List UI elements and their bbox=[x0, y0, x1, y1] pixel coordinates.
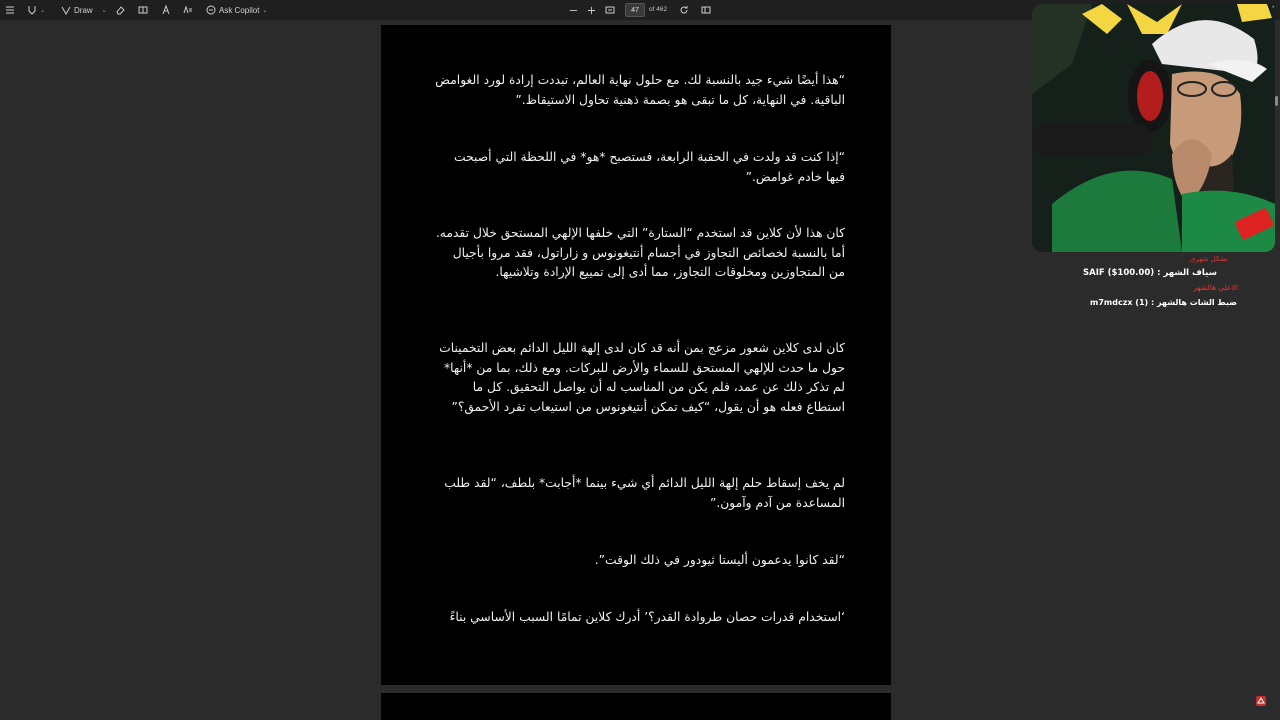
contents-button[interactable] bbox=[5, 3, 15, 17]
top-supporter-text: سياف الشهر : SAIF ($100.00) bbox=[1083, 268, 1217, 278]
chevron-down-icon: ⌄ bbox=[262, 7, 268, 14]
read-aloud-icon bbox=[183, 5, 193, 15]
copilot-icon bbox=[206, 5, 216, 15]
draw-button[interactable] bbox=[61, 3, 107, 17]
page-number-input[interactable] bbox=[625, 3, 645, 17]
overlay-text: بشكل شهري bbox=[1189, 255, 1228, 263]
webcam-overlay bbox=[1032, 4, 1275, 252]
draw-icon bbox=[61, 5, 71, 15]
paragraph: كان هذا لأن كلاين قد استخدم “الستارة” التي خلفها الإلهي المستحق خلال تقدمه. أما بالنسبة لخصائص التجاوز في أجسام أنتيغونوس و زاراتول، فقد مروا بأجيال من المتجاوزين ومخلوقات التجاوز، مما أدى إلى تمييع الإرادة وتلاشيها. bbox=[435, 226, 845, 279]
text-format-icon bbox=[161, 5, 171, 15]
fit-page-icon bbox=[605, 5, 615, 15]
read-aloud-button[interactable] bbox=[183, 3, 193, 17]
chat-monthly-text: ضبط الشات هالشهر : m7mdczx (1) bbox=[1090, 298, 1237, 307]
draw-label: Draw bbox=[74, 5, 93, 15]
page-total: of 462 bbox=[649, 6, 668, 13]
text-format-button[interactable] bbox=[161, 3, 171, 17]
zoom-in-icon bbox=[587, 6, 596, 15]
page-view-button[interactable] bbox=[701, 3, 711, 17]
next-document-page bbox=[381, 693, 891, 720]
paragraph: “لقد كانوا يدعمون أليستا ثيودور في ذلك الوقت”. bbox=[594, 553, 845, 567]
paragraph: “هذا أيضًا شيء جيد بالنسبة لك. مع حلول نهاية العالم، تبددت إرادة لورد الغوامض الباقية. في النهاية، كل ما تبقى هو بصمة ذهنية تحاول الاستيقاظ.” bbox=[435, 73, 845, 107]
paragraph: “إذا كنت قد ولدت في الحقبة الرابعة، فستصبح *هو* في اللحظة التي أصبحت فيها خادم غوامض.” bbox=[454, 150, 845, 184]
fit-page-button[interactable] bbox=[605, 3, 615, 17]
rotate-button[interactable] bbox=[679, 3, 689, 17]
list-icon bbox=[5, 5, 15, 15]
zoom-out-icon bbox=[569, 6, 578, 15]
zoom-out-button[interactable] bbox=[569, 3, 578, 17]
document-page bbox=[381, 25, 891, 685]
paragraph: لم يخف إسقاط حلم إلهة الليل الدائم أي شيء بينما *أجابت* بلطف، “لقد طلب المساعدة من آدم وآمون.” bbox=[444, 476, 845, 510]
textbox-icon bbox=[138, 5, 148, 15]
highlight-button[interactable] bbox=[27, 3, 45, 17]
page-view-icon bbox=[701, 5, 711, 15]
textbox-button[interactable] bbox=[138, 3, 148, 17]
zoom-in-button[interactable] bbox=[587, 3, 596, 17]
highlight-icon bbox=[27, 5, 37, 15]
pdf-icon bbox=[1255, 692, 1267, 704]
ask-copilot-button[interactable] bbox=[206, 3, 268, 17]
chevron-down-icon: ⌄ bbox=[101, 7, 107, 14]
chevron-down-icon: ⌄ bbox=[40, 7, 46, 14]
paragraph: ‘استخدام قدرات حصان طروادة القدر؟’ أدرك كلاين تمامًا السبب الأساسي بناءً bbox=[449, 610, 845, 624]
paragraph: كان لدى كلاين شعور مزعج بمن أنه قد كان لدى إلهة الليل الدائم بعض التخمينات حول ما حدث للإلهي المستحق للسماء والأرض للبركات. ومع ذلك، بما من *أنها* لم تذكر ذلك عن عمد، فلم يكن من المناسب له أن يواصل التحقيق. كل ما استطاع فعله هو أن يقول، “كيف تمكن أنتيغونوس من استيعاب تفرد الأحمق؟” bbox=[439, 341, 845, 414]
eraser-button[interactable] bbox=[115, 3, 125, 17]
ask-copilot-label: Ask Copilot bbox=[219, 5, 260, 15]
overlay-text: الاعلى هالشهر bbox=[1193, 283, 1238, 292]
rotate-icon bbox=[679, 5, 689, 15]
eraser-icon bbox=[115, 5, 125, 15]
scrollbar-thumb[interactable] bbox=[1275, 96, 1278, 106]
